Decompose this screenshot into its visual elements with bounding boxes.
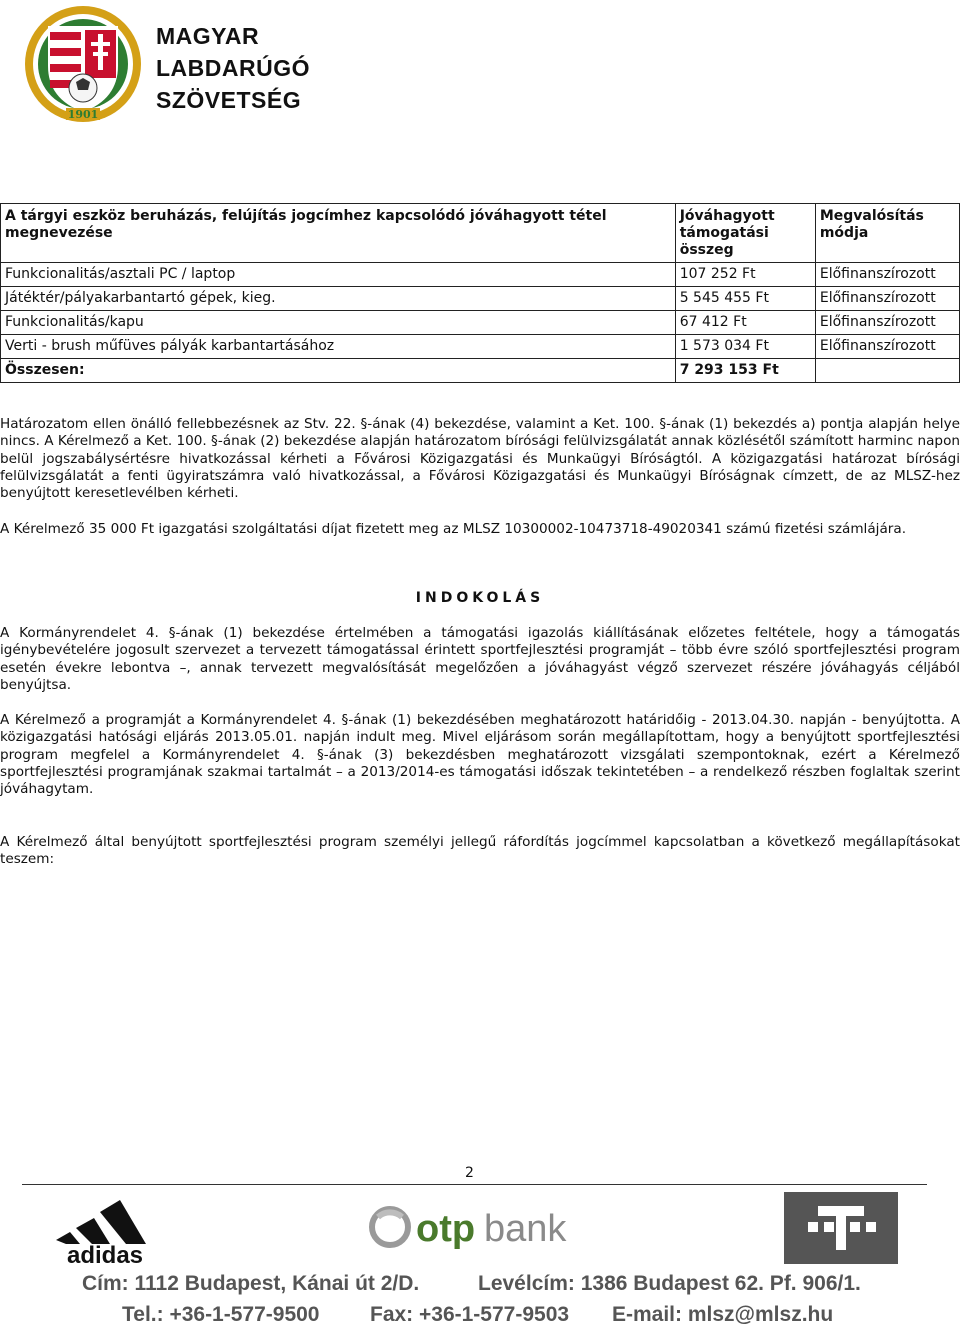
mlsz-crest-logo [20, 4, 146, 124]
phone-text: Tel.: +36-1-577-9500 [122, 1303, 320, 1326]
column-header-item: A tárgyi eszköz beruházás, felújítás jogcímhez kapcsolódó jóváhagyott tétel megnevezése [1, 204, 676, 263]
table-total-row [1, 359, 960, 383]
footer-divider [22, 1184, 927, 1185]
cell-item: Funkcionalitás/kapu [1, 311, 676, 335]
cell-item: Funkcionalitás/asztali PC / laptop [1, 263, 676, 287]
column-header-method: Megvalósítás módja [815, 204, 959, 263]
page-number: 2 [465, 1165, 474, 1181]
table-row [1, 287, 960, 311]
org-name-line3: SZÖVETSÉG [156, 87, 302, 113]
cell-item: Játéktér/pályakarbantartó gépek, kieg. [1, 287, 676, 311]
organization-name [156, 20, 310, 116]
table-row [1, 335, 960, 359]
cell-method: Előfinanszírozott [815, 263, 959, 287]
total-empty-cell [815, 359, 959, 383]
telekom-logo [784, 1192, 898, 1264]
cell-method: Előfinanszírozott [815, 335, 959, 359]
cell-amount: 5 545 455 Ft [675, 287, 815, 311]
otp-wordmark: otp [416, 1208, 476, 1250]
fee-paragraph: A Kérelmező 35 000 Ft igazgatási szolgáltatási díjat fizetett meg az MLSZ 10300002-10473718-49020341 számú fizetési számlájára. [0, 521, 907, 537]
table-row [1, 311, 960, 335]
total-label: Összesen: [1, 359, 676, 383]
contact-row-1 [0, 1272, 960, 1298]
column-header-amount: Jóváhagyott támogatási összeg [675, 204, 815, 263]
cell-method: Előfinanszírozott [815, 287, 959, 311]
cell-method: Előfinanszírozott [815, 311, 959, 335]
org-name-line1: MAGYAR [156, 23, 260, 49]
grant-items-table [0, 203, 960, 383]
org-name-line2: LABDARÚGÓ [156, 55, 310, 81]
adidas-wordmark: adidas [66, 1242, 144, 1266]
logo-year: 1901 [67, 108, 99, 121]
cell-amount: 1 573 034 Ft [675, 335, 815, 359]
section-heading-indokolas: INDOKOLÁS [415, 590, 545, 606]
adidas-logo [50, 1192, 160, 1266]
fax-text: Fax: +36-1-577-9503 [370, 1303, 570, 1326]
cell-item: Verti - brush műfüves pályák karbantartásához [1, 335, 676, 359]
cell-amount: 107 252 Ft [675, 263, 815, 287]
cell-amount: 67 412 Ft [675, 311, 815, 335]
contact-row-2 [0, 1303, 960, 1329]
reasoning-paragraph-1: A Kormányrendelet 4. §-ának (1) bekezdése értelmében a támogatási igazolás kiállításának előzetes feltétele, hogy a támogatás igénybevételére jogosult szervezet a tervezett támogatással érintett sportfejlesztési programját – több évre szóló sportfejlesztési program esetén évekre lebontva –, annak tervezett megvalósítását megelőzően a jóváhagyást végző szervezet részére jóváhagyás céljából benyújtsa. [0, 625, 960, 693]
reasoning-paragraph-2: A Kérelmező a programját a Kormányrendelet 4. §-ának (1) bekezdésében meghatározott határidőig - 2013.04.30. napján - benyújtotta. A közigazgatási hatósági eljárás 2013.05.01. napján indult meg. Mivel eljárásom során megállapítottam, hogy a benyújtott sportfejlesztési program megfelel a Kormányrendelet 4. §-ának (3) bekezdésben meghatározott vizsgálati szempontoknak, ezért a Kérelmező sportfejlesztési programjának szakmai tartalmát – a 2013/2014-es támogatási időszak tekintetében – a rendelkező részben foglaltak szerint jóváhagytam. [0, 712, 960, 798]
address-text: Cím: 1112 Budapest, Kánai út 2/D. [82, 1272, 420, 1295]
email-text: E-mail: mlsz@mlsz.hu [612, 1303, 834, 1326]
table-row [1, 263, 960, 287]
mailing-address-text: Levélcím: 1386 Budapest 62. Pf. 906/1. [478, 1272, 861, 1295]
otpbank-logo [366, 1203, 580, 1253]
total-value: 7 293 153 Ft [675, 359, 815, 383]
appeal-paragraph: Határozatom ellen önálló fellebbezésnek az Stv. 22. §-ának (4) bekezdése, valamint a Ket. 100. §-ának (1) bekezdés a) pontja alapján helye nincs. A Kérelmező a Ket. 100. §-ának (2) bekezdése alapján határozatom bírósági felülvizsgálatát annak közlésétől számított harminc napon belül jogszabálysértésre hivatkozással kérheti a Fővárosi Közigazgatási és Munkaügyi Bíróságtól. A közigazgatási határozat bírósági felülvizsgálatát a fenti ügyiratszámra való hivatkozással, a Fővárosi Közigazgatási és Munkaügyi Bíróságnak címzett, de az MLSZ-hez benyújtott keresetlevélben kérheti. [0, 416, 960, 502]
table-header-row [1, 204, 960, 263]
bank-wordmark: bank [484, 1208, 567, 1250]
reasoning-paragraph-3: A Kérelmező által benyújtott sportfejlesztési program személyi jellegű ráfordítás jogcímmel kapcsolatban a következő megállapításokat teszem: [0, 834, 960, 868]
